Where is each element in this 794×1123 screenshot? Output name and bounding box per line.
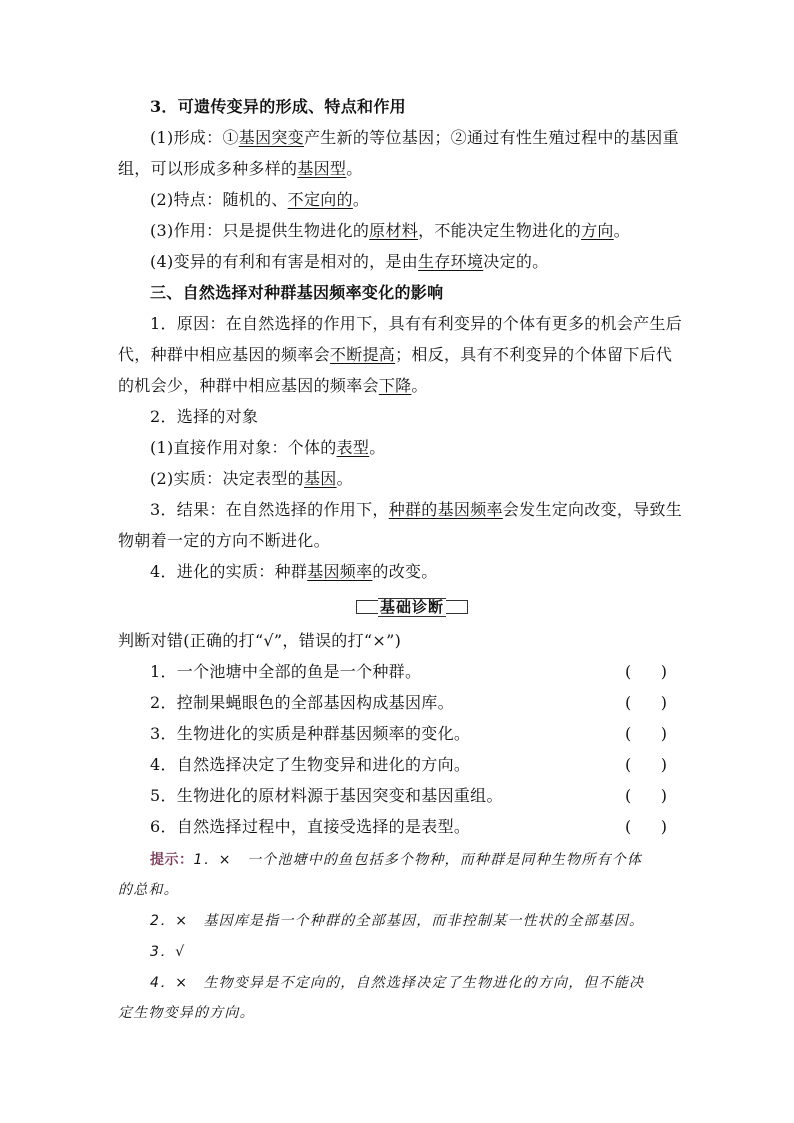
- text: ，不能决定生物进化的: [418, 221, 582, 240]
- text: 。: [352, 190, 370, 209]
- banner-title: 基础诊断: [380, 597, 445, 616]
- quiz-item: 1．一个池塘中全部的鱼是一个种群。: [150, 662, 422, 681]
- paren-open: (: [625, 817, 632, 836]
- quiz-item: 4．自然选择决定了生物变异和进化的方向。: [150, 755, 471, 774]
- result-line-1: [150, 500, 682, 520]
- paren-close: ): [660, 693, 667, 712]
- hint-label: 提示：: [150, 852, 194, 868]
- answer-blank[interactable]: [625, 662, 667, 682]
- banner-rule-right: [446, 600, 468, 614]
- answer-gene-frequency: 基因频率: [307, 562, 373, 581]
- text: ；相反，具有不利变异的个体留下后代: [395, 345, 673, 364]
- hint-2: 2．× 基因库是指一个种群的全部基因，而非控制某一性状的全部基因。: [150, 913, 645, 929]
- quiz-instruction: 判断对错(正确的打“√”，错误的打“×”): [118, 631, 402, 650]
- text: 3．结果：在自然选择的作用下，: [150, 500, 389, 519]
- part-3-heading: 三、自然选择对种群基因频率变化的影响: [150, 283, 444, 302]
- selection-essence: [150, 469, 353, 489]
- paren-close: ): [660, 724, 667, 743]
- hint-1: [150, 850, 642, 870]
- selection-direct: [150, 438, 386, 458]
- quiz-item: 2．控制果蝇眼色的全部基因构成基因库。: [150, 693, 454, 712]
- reason-line-2: [118, 345, 672, 365]
- answer-genotype: 基因型: [297, 159, 347, 178]
- answer-direction: 方向: [581, 221, 614, 240]
- paren-close: ): [660, 662, 667, 681]
- answer-blank[interactable]: [625, 724, 667, 744]
- answer-blank[interactable]: [625, 817, 667, 837]
- paren-open: (: [625, 786, 632, 805]
- hint-text: 1．× 一个池塘中的鱼包括多个物种，而种群是同种生物所有个体: [193, 852, 643, 868]
- text: 组，可以形成多种多样的: [118, 159, 298, 178]
- answer-increase: 不断提高: [329, 345, 396, 364]
- answer-phenotype: 表型: [336, 438, 370, 457]
- text: (4)变异的有利和有害是相对的，是由: [150, 252, 419, 271]
- text: 4．进化的实质：种群: [150, 562, 308, 581]
- text: 会发生定向改变，导致生: [502, 500, 683, 519]
- text: 的机会少，种群中相应基因的频率会: [118, 376, 379, 395]
- answer-undirected: 不定向的: [287, 190, 353, 209]
- text: 。: [336, 469, 353, 488]
- answer-raw-material: 原材料: [369, 221, 419, 240]
- text: 决定的。: [483, 252, 549, 271]
- answer-blank[interactable]: [625, 755, 667, 775]
- text: 。: [369, 438, 386, 457]
- hint-1-cont: 的总和。: [118, 882, 179, 898]
- paragraph-formation: [150, 128, 679, 148]
- paragraph-relative: [150, 252, 548, 272]
- paren-open: (: [625, 724, 632, 743]
- text: (3)作用：只是提供生物进化的: [150, 221, 370, 240]
- text: 代，种群中相应基因的频率会: [118, 345, 330, 364]
- answer-blank[interactable]: [625, 786, 667, 806]
- quiz-item: 6．自然选择过程中，直接受选择的是表型。: [150, 817, 471, 836]
- answer-gene-mutation: 基因突变: [238, 128, 304, 147]
- text: (2)实质：决定表型的: [150, 469, 304, 488]
- text: (2)特点：随机的、: [150, 190, 288, 209]
- paragraph-features: [150, 190, 369, 210]
- text: (1)直接作用对象：个体的: [150, 438, 337, 457]
- text: 的改变。: [372, 562, 438, 581]
- evolution-essence: [150, 562, 438, 582]
- paren-open: (: [625, 693, 632, 712]
- answer-blank[interactable]: [625, 693, 667, 713]
- answer-gene: 基因: [303, 469, 337, 488]
- text: 。: [411, 376, 428, 395]
- text: 。: [346, 159, 363, 178]
- hint-4-cont: 定生物变异的方向。: [118, 1005, 255, 1021]
- text: 产生新的等位基因；②通过有性生殖过程中的基因重: [303, 128, 679, 147]
- paren-close: ): [660, 755, 667, 774]
- quiz-item: 3．生物进化的实质是种群基因频率的变化。: [150, 724, 471, 743]
- hint-4: 4．× 生物变异是不定向的，自然选择决定了生物进化的方向，但不能决: [150, 975, 645, 991]
- text: (1)形成：①: [150, 128, 239, 147]
- paren-close: ): [660, 786, 667, 805]
- paragraph-role: [150, 221, 630, 241]
- section-banner: [356, 596, 468, 618]
- banner-rule-left: [356, 600, 378, 614]
- paragraph-formation-cont: [118, 159, 363, 179]
- section-3-title: 3．可遗传变异的形成、特点和作用: [150, 97, 406, 116]
- reason-line-1: 1．原因：在自然选择的作用下，具有有利变异的个体有更多的机会产生后: [150, 314, 683, 333]
- result-line-2: 物朝着一定的方向不断进化。: [118, 531, 330, 550]
- paren-close: ): [660, 817, 667, 836]
- answer-decrease: 下降: [378, 376, 412, 395]
- answer-environment: 生存环境: [418, 252, 484, 271]
- reason-line-3: [118, 376, 428, 396]
- answer-population-gene-frequency: 种群的基因频率: [388, 500, 503, 519]
- selection-object-title: 2．选择的对象: [150, 407, 259, 426]
- hint-3: 3．√: [150, 944, 186, 960]
- quiz-item: 5．生物进化的原材料源于基因突变和基因重组。: [150, 786, 503, 805]
- paren-open: (: [625, 755, 632, 774]
- paren-open: (: [625, 662, 632, 681]
- text: 。: [613, 221, 631, 240]
